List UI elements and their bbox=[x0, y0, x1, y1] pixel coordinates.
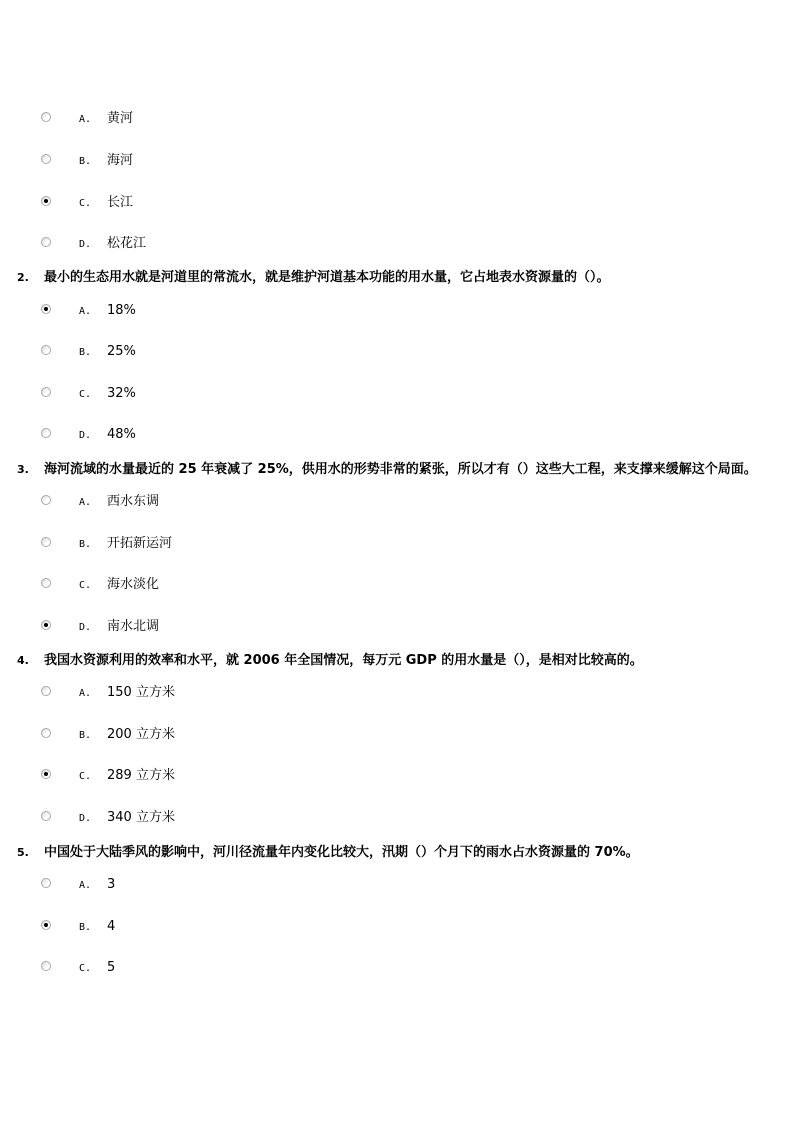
option-text: 黄河 bbox=[107, 111, 134, 126]
option-letter: A. bbox=[79, 688, 92, 699]
question-text bbox=[17, 845, 639, 861]
option-letter: B. bbox=[79, 922, 92, 933]
option-text: 48% bbox=[107, 427, 136, 442]
option-letter: A. bbox=[79, 880, 92, 891]
option-text: 5 bbox=[107, 960, 116, 975]
radio-button[interactable] bbox=[41, 811, 51, 821]
option-letter: C. bbox=[79, 198, 92, 209]
question-text bbox=[17, 653, 643, 669]
radio-button[interactable] bbox=[41, 578, 51, 588]
question-number: 2. bbox=[17, 271, 29, 284]
question-number: 5. bbox=[17, 846, 29, 859]
radio-button[interactable] bbox=[41, 686, 51, 696]
question-text bbox=[17, 462, 757, 478]
radio-button[interactable] bbox=[41, 345, 51, 355]
option-letter: C. bbox=[79, 963, 92, 974]
option-letter: A. bbox=[79, 306, 92, 317]
radio-button[interactable] bbox=[41, 495, 51, 505]
option-text: 海河 bbox=[107, 153, 134, 168]
option-text: 西水东调 bbox=[107, 494, 160, 509]
option-text: 25% bbox=[107, 344, 136, 359]
radio-button[interactable] bbox=[41, 196, 51, 206]
option-letter: D. bbox=[79, 622, 92, 633]
option-letter: D. bbox=[79, 813, 92, 824]
radio-button[interactable] bbox=[41, 154, 51, 164]
radio-button[interactable] bbox=[41, 620, 51, 630]
radio-button[interactable] bbox=[41, 961, 51, 971]
option-text: 3 bbox=[107, 877, 116, 892]
option-letter: A. bbox=[79, 114, 92, 125]
option-letter: B. bbox=[79, 156, 92, 167]
question-number: 4. bbox=[17, 654, 29, 667]
option-text: 340 立方米 bbox=[107, 810, 175, 825]
radio-button[interactable] bbox=[41, 428, 51, 438]
radio-button[interactable] bbox=[41, 304, 51, 314]
option-letter: C. bbox=[79, 771, 92, 782]
radio-button[interactable] bbox=[41, 237, 51, 247]
radio-button[interactable] bbox=[41, 112, 51, 122]
question-stem: 中国处于大陆季风的影响中，河川径流量年内变化比较大，汛期（）个月下的雨水占水资源量的 70%。 bbox=[44, 845, 639, 860]
option-letter: C. bbox=[79, 389, 92, 400]
question-stem: 最小的生态用水就是河道里的常流水，就是维护河道基本功能的用水量，它占地表水资源量的（）。 bbox=[44, 270, 610, 285]
option-text: 200 立方米 bbox=[107, 727, 175, 742]
option-text: 4 bbox=[107, 919, 116, 934]
option-letter: B. bbox=[79, 347, 92, 358]
question-number: 3. bbox=[17, 463, 29, 476]
option-text: 南水北调 bbox=[107, 619, 160, 634]
option-letter: B. bbox=[79, 539, 92, 550]
option-letter: C. bbox=[79, 580, 92, 591]
radio-button[interactable] bbox=[41, 537, 51, 547]
question-stem: 海河流域的水量最近的 25 年衰减了 25%，供用水的形势非常的紧张，所以才有（）这些大工程，来支撑来缓解这个局面。 bbox=[44, 462, 757, 477]
option-letter: B. bbox=[79, 730, 92, 741]
option-letter: A. bbox=[79, 497, 92, 508]
radio-button[interactable] bbox=[41, 387, 51, 397]
option-text: 32% bbox=[107, 386, 136, 401]
question-stem: 我国水资源利用的效率和水平，就 2006 年全国情况，每万元 GDP 的用水量是（），是相对比较高的。 bbox=[44, 653, 643, 668]
option-letter: D. bbox=[79, 239, 92, 250]
radio-button[interactable] bbox=[41, 728, 51, 738]
radio-button[interactable] bbox=[41, 878, 51, 888]
option-text: 松花江 bbox=[107, 236, 147, 251]
question-text bbox=[17, 270, 610, 286]
option-text: 开拓新运河 bbox=[107, 536, 173, 551]
radio-button[interactable] bbox=[41, 920, 51, 930]
option-text: 长江 bbox=[107, 195, 134, 210]
option-text: 150 立方米 bbox=[107, 685, 175, 700]
option-text: 18% bbox=[107, 303, 136, 318]
radio-button[interactable] bbox=[41, 769, 51, 779]
option-text: 289 立方米 bbox=[107, 768, 175, 783]
option-text: 海水淡化 bbox=[107, 577, 160, 592]
option-letter: D. bbox=[79, 430, 92, 441]
